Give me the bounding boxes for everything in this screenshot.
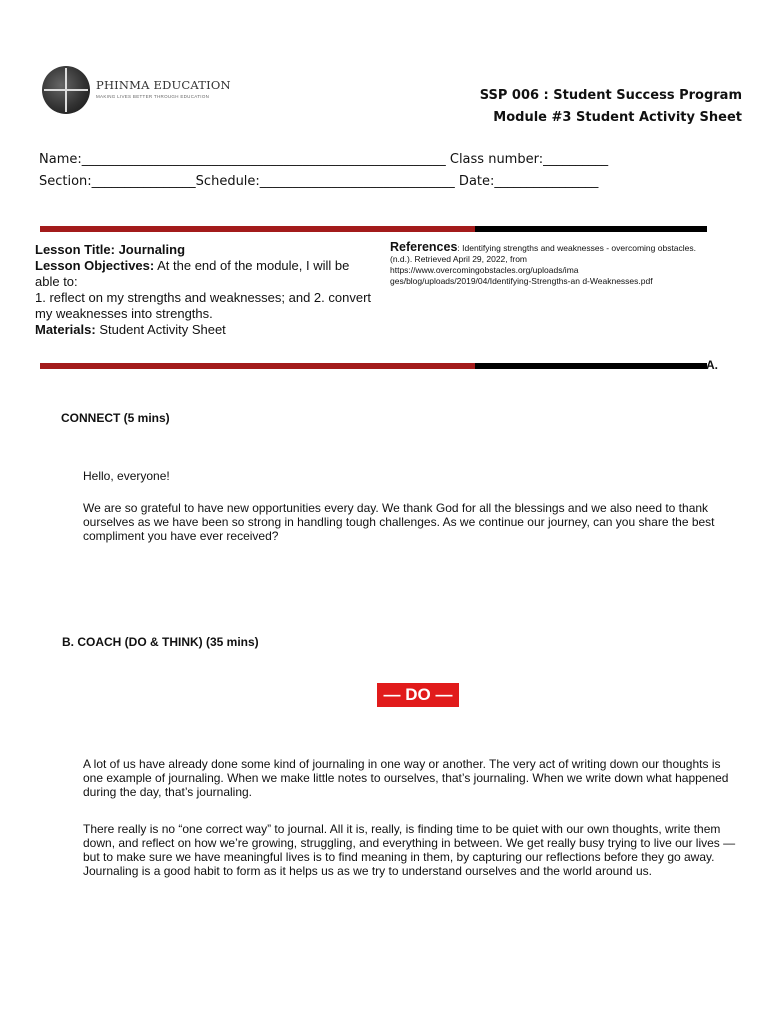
- coach-heading: B. COACH (DO & THINK) (35 mins): [62, 635, 259, 649]
- do-label: — DO —: [377, 683, 459, 707]
- objectives-text: At the end of the module, I will be able to:: [35, 258, 350, 289]
- objectives-label: Lesson Objectives:: [35, 258, 155, 273]
- divider-red: [40, 363, 475, 369]
- section-schedule-date-line: Section:________________Schedule:______________________________ Date:________________: [39, 174, 599, 189]
- divider-black: [475, 363, 707, 369]
- name-class-number-line: Name:________________________________________________________ Class number:__________: [39, 152, 609, 167]
- coach-paragraph-2: There really is no “one correct way” to journal. All it is, really, is finding time to be quiet with our own thoughts, write them down, and reflect on how we’re growing, struggling, and everything in between. We get really busy trying to live our lives — but to make sure we have meaningful lives is to find meaning in them, by capturing our reflections before they go away. Journaling is a good habit to form as it helps us as we try to understand ourselves and the world around us.: [83, 822, 736, 878]
- course-title: SSP 006 : Student Success Program: [479, 88, 742, 103]
- divider-red: [40, 226, 475, 232]
- logo-name: PHINMA EDUCATION: [96, 78, 231, 92]
- materials-label: Materials:: [35, 322, 96, 337]
- section-a-marker: A.: [706, 358, 718, 372]
- connect-heading: CONNECT (5 mins): [61, 411, 170, 425]
- divider-black: [475, 226, 707, 232]
- divider-bar-bottom: [40, 363, 707, 369]
- logo-tagline: MAKING LIVES BETTER THROUGH EDUCATION: [96, 94, 210, 99]
- divider-bar-top: [40, 226, 707, 232]
- globe-icon: [42, 66, 90, 114]
- connect-greeting: Hello, everyone!: [83, 469, 170, 483]
- coach-paragraph-1: A lot of us have already done some kind of journaling in one way or another. The very act of writing down our thoughts is one example of journaling. When we make little notes to ourselves, that’s journaling. When we write down what happened during the day, that’s journaling.: [83, 757, 729, 799]
- lesson-info: [35, 242, 375, 338]
- materials-value: Student Activity Sheet: [99, 322, 226, 337]
- lesson-title-value: Journaling: [118, 242, 186, 257]
- references: [390, 242, 715, 287]
- connect-body: We are so grateful to have new opportunities every day. We thank God for all the blessings and we also need to thank ourselves as we have been so strong in handling tough challenges. As we continue our journey, can you share the best compliment you have ever received?: [83, 501, 715, 543]
- references-text: : Identifying strengths and weaknesses - overcoming obstacles. (n.d.). Retrieved April 29, 2022, from https://www.overcomingobstacles.org/uploads/ima ges/blog/uploads/2019/04/Identifying-Strengths-an d-Weaknesses.pdf: [390, 243, 697, 286]
- lesson-title-label: Lesson Title:: [35, 242, 115, 257]
- references-label: References: [390, 240, 458, 254]
- objectives-items: 1. reflect on my strengths and weaknesses; and 2. convert my weaknesses into strengths.: [35, 290, 372, 321]
- phinma-logo: [40, 64, 231, 118]
- module-title: Module #3 Student Activity Sheet: [493, 110, 742, 125]
